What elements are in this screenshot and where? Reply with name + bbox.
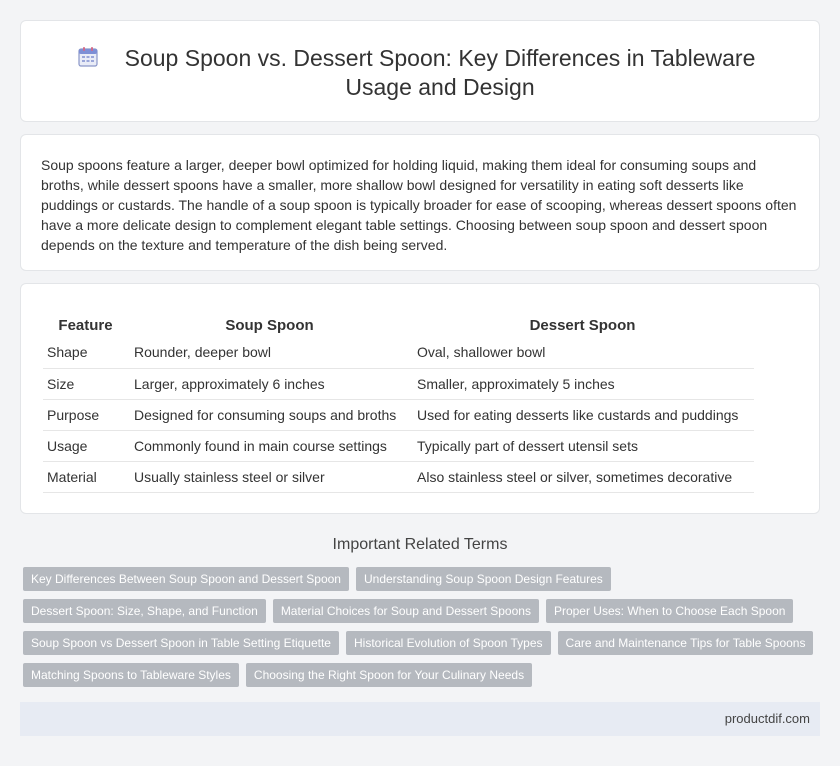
related-term-tag[interactable]: Key Differences Between Soup Spoon and Dessert Spoon: [23, 567, 349, 591]
related-terms-list: [23, 567, 823, 695]
intro-paragraph: Soup spoons feature a larger, deeper bowl optimized for holding liquid, making them ideal for consuming soups and broths, while dessert spoons have a smaller, more shallow bowl designed for versatility in eating soft desserts like puddings or custards. The handle of a soup spoon is typically broader for ease of scooping, whereas dessert spoons often have a more delicate design to complement elegant table settings. Choosing between soup spoon and dessert spoon depends on the texture and temperature of the dish being served.: [41, 157, 797, 253]
related-term-tag[interactable]: Proper Uses: When to Choose Each Spoon: [546, 599, 793, 623]
row-feature: Size: [43, 368, 128, 399]
row-soup-spoon: Commonly found in main course settings: [128, 430, 411, 461]
row-soup-spoon: Rounder, deeper bowl: [128, 337, 411, 368]
related-term-tag[interactable]: Material Choices for Soup and Dessert Spoons: [273, 599, 539, 623]
intro-card: [20, 134, 820, 271]
row-soup-spoon: Designed for consuming soups and broths: [128, 399, 411, 430]
related-term-tag[interactable]: Historical Evolution of Spoon Types: [346, 631, 551, 655]
tag-row: [23, 663, 823, 687]
footer: [20, 702, 820, 736]
comparison-card: [20, 283, 820, 514]
related-term-tag[interactable]: Choosing the Right Spoon for Your Culinary Needs: [246, 663, 532, 687]
page-title: Soup Spoon vs. Dessert Spoon: Key Differences in Tableware Usage and Design: [124, 45, 756, 100]
footer-site-link[interactable]: productdif.com: [724, 711, 810, 726]
row-soup-spoon: Larger, approximately 6 inches: [128, 368, 411, 399]
row-dessert-spoon: Smaller, approximately 5 inches: [411, 368, 754, 399]
row-dessert-spoon: Typically part of dessert utensil sets: [411, 430, 754, 461]
row-feature: Purpose: [43, 399, 128, 430]
table-row: [43, 461, 754, 492]
related-term-tag[interactable]: Matching Spoons to Tableware Styles: [23, 663, 239, 687]
tag-row: [23, 567, 823, 591]
table-header-row: [43, 314, 754, 337]
row-soup-spoon: Usually stainless steel or silver: [128, 461, 411, 492]
related-term-tag[interactable]: Care and Maintenance Tips for Table Spoons: [558, 631, 814, 655]
row-dessert-spoon: Oval, shallower bowl: [411, 337, 754, 368]
header-soup-spoon: Soup Spoon: [225, 317, 314, 334]
row-dessert-spoon: Used for eating desserts like custards and puddings: [411, 399, 754, 430]
row-dessert-spoon: Also stainless steel or silver, sometimes decorative: [411, 461, 754, 492]
related-term-tag[interactable]: Soup Spoon vs Dessert Spoon in Table Setting Etiquette: [23, 631, 339, 655]
row-feature: Shape: [43, 337, 128, 368]
table-row: [43, 399, 754, 430]
related-term-tag[interactable]: Dessert Spoon: Size, Shape, and Function: [23, 599, 266, 623]
row-feature: Usage: [43, 430, 128, 461]
tag-row: [23, 599, 823, 623]
tag-row: [23, 631, 823, 655]
comparison-table: [43, 314, 754, 493]
header-feature: Feature: [58, 317, 113, 334]
related-terms-heading: Important Related Terms: [332, 536, 508, 553]
title-card: [20, 20, 820, 122]
table-row: [43, 368, 754, 399]
row-feature: Material: [43, 461, 128, 492]
related-term-tag[interactable]: Understanding Soup Spoon Design Features: [356, 567, 611, 591]
table-row: [43, 430, 754, 461]
header-dessert-spoon: Dessert Spoon: [529, 317, 636, 334]
title-wrap: [21, 44, 819, 102]
table-row: [43, 337, 754, 368]
